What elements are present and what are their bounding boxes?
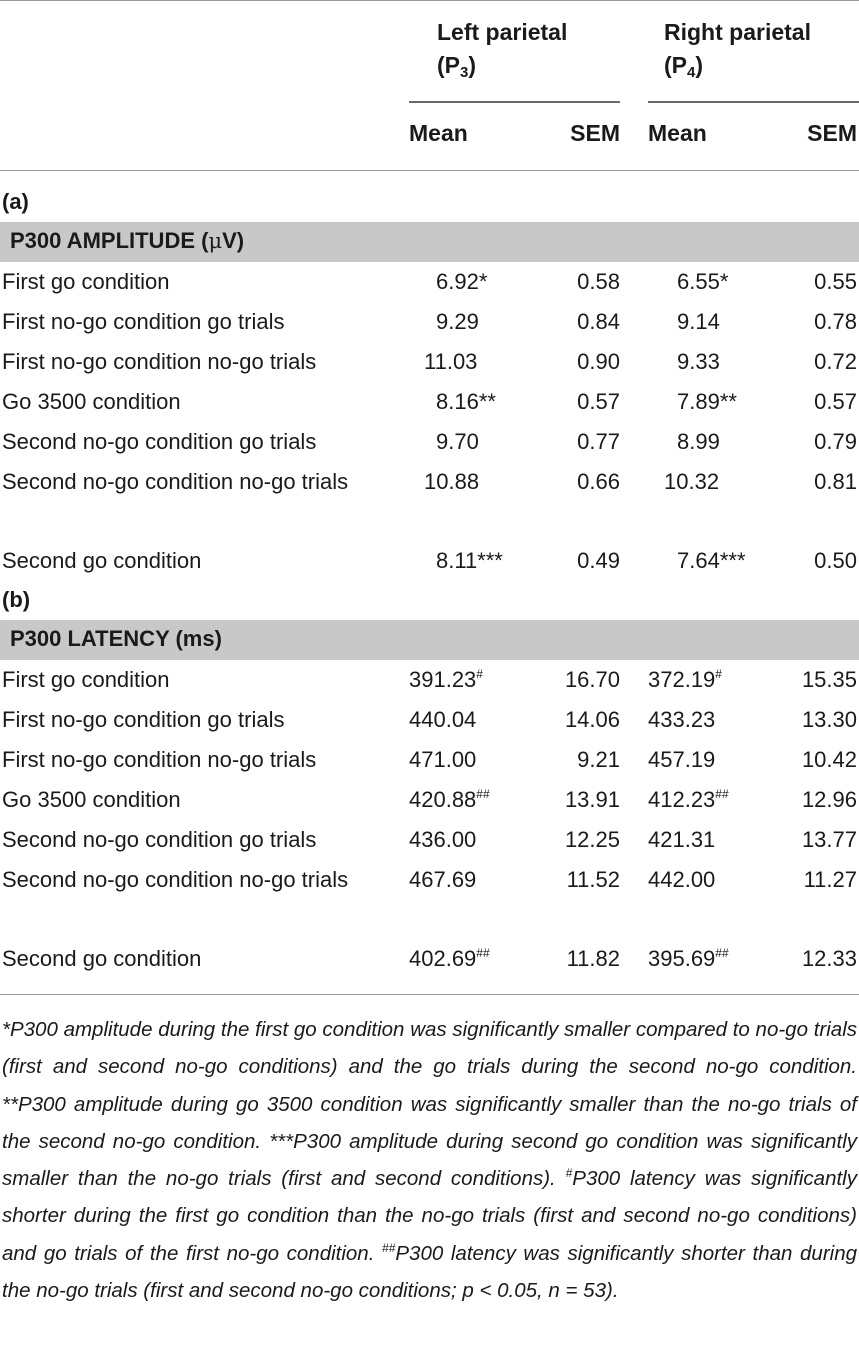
left-mean: 420.88##: [409, 787, 490, 812]
left-mean: 11.03: [424, 349, 478, 374]
col-header-left-sem: SEM: [570, 120, 620, 146]
left-mean: 8.16**: [436, 389, 496, 414]
left-mean: 402.69##: [409, 946, 490, 971]
left-sem: 0.77: [577, 429, 620, 454]
right-sem: 0.57: [814, 389, 857, 414]
row-label: Second no-go condition no-go trials: [2, 469, 349, 494]
section-b-band: [0, 620, 859, 660]
right-sem: 12.33: [801, 946, 857, 971]
left-mean: 8.11***: [436, 548, 503, 573]
left-sem: 12.25: [564, 827, 620, 852]
right-sem: 0.50: [814, 548, 857, 573]
right-parietal-header: Right parietal $(P_4)$: [664, 19, 811, 81]
left-sem: 11.82: [566, 946, 620, 971]
right-sem: 13.30: [801, 707, 857, 732]
right-mean: 9.33: [677, 349, 720, 374]
section-a-letter: (a): [2, 189, 29, 214]
right-mean: 457.19: [648, 747, 716, 772]
row-label: First go condition: [2, 269, 170, 294]
right-sem: 10.42: [801, 747, 857, 772]
left-parietal-header: Left parietal $(P_3)$: [437, 19, 568, 81]
left-mean: 6.92*: [436, 269, 488, 294]
left-mean: 10.88: [424, 469, 480, 494]
section-a-title: P300 AMPLITUDE (μV): [10, 228, 245, 253]
left-mean: 9.70: [436, 429, 479, 454]
left-mean: 436.00: [409, 827, 477, 852]
left-mean: 9.29: [436, 309, 479, 334]
section-a-band: [0, 222, 859, 262]
bottom-rule: [0, 994, 859, 995]
right-sem: 15.35: [801, 667, 857, 692]
left-parietal-rule: [409, 101, 620, 103]
left-mean: 440.04: [409, 707, 477, 732]
left-mean: 471.00: [409, 747, 477, 772]
left-sem: 0.90: [577, 349, 620, 374]
left-sem: 11.52: [566, 867, 620, 892]
right-mean: 442.00: [648, 867, 716, 892]
right-sem: 0.81: [814, 469, 857, 494]
table-footnote: *P300 amplitude during the first go condition was significantly smaller compared to no-go trials (first and second no-go conditions) and the go trials during the second no-go condition. **P300 amplitude during go 3500 condition was significantly smaller than the no-go trials of the second no-go condition. ***P300 amplitude during second go condition was significantly smaller than the no-go trials (first and second conditions). #P300 latency was significantly shorter during the first go condition than the no-go trials (first and second no-go conditions) and go trials of the first no-go condition. ##P300 latency was significantly shorter than during the no-go trials (first and second no-go conditions; p < 0.05, n = 53).: [2, 1018, 858, 1303]
top-rule: [0, 0, 859, 1]
right-sem: 11.27: [803, 867, 857, 892]
left-sem: 16.70: [564, 667, 620, 692]
right-mean: 9.14: [677, 309, 720, 334]
row-label: Second go condition: [2, 548, 202, 573]
row-label: Second no-go condition go trials: [2, 827, 317, 852]
col-header-left-mean: Mean: [409, 120, 468, 146]
section-b-letter: (b): [2, 587, 31, 612]
right-mean: 10.32: [664, 469, 720, 494]
right-sem: 13.77: [801, 827, 857, 852]
right-sem: 12.96: [801, 787, 857, 812]
right-mean: 7.64***: [677, 548, 746, 573]
left-sem: 0.66: [577, 469, 620, 494]
right-sem: 0.72: [814, 349, 857, 374]
section-b-title: P300 LATENCY (ms): [10, 626, 222, 651]
col-header-right-sem: SEM: [807, 120, 857, 146]
row-label: Go 3500 condition: [2, 787, 181, 812]
right-mean: 7.89**: [677, 389, 737, 414]
right-mean: 8.99: [677, 429, 720, 454]
left-sem: 0.58: [577, 269, 620, 294]
left-mean: 391.23#: [409, 667, 483, 692]
right-mean: 412.23##: [648, 787, 729, 812]
right-mean: 395.69##: [648, 946, 729, 971]
row-label: Second no-go condition go trials: [2, 429, 317, 454]
row-label: First no-go condition no-go trials: [2, 349, 317, 374]
row-label: First no-go condition go trials: [2, 707, 285, 732]
row-label: Second no-go condition no-go trials: [2, 867, 349, 892]
row-label: Go 3500 condition: [2, 389, 181, 414]
row-label: First no-go condition go trials: [2, 309, 285, 334]
left-sem: 9.21: [577, 747, 620, 772]
left-sem: 0.84: [577, 309, 620, 334]
left-mean: 467.69: [409, 867, 477, 892]
right-mean: 372.19#: [648, 667, 722, 692]
row-label: First no-go condition no-go trials: [2, 747, 317, 772]
right-mean: 421.31: [648, 827, 716, 852]
right-sem: 0.78: [814, 309, 857, 334]
header-rule: [0, 170, 859, 171]
row-label: Second go condition: [2, 946, 202, 971]
right-sem: 0.55: [814, 269, 857, 294]
left-sem: 14.06: [564, 707, 620, 732]
row-label: First go condition: [2, 667, 170, 692]
left-sem: 0.57: [577, 389, 620, 414]
left-sem: 0.49: [577, 548, 620, 573]
right-mean: 433.23: [648, 707, 716, 732]
right-sem: 0.79: [814, 429, 857, 454]
right-mean: 6.55*: [677, 269, 729, 294]
right-parietal-rule: [648, 101, 859, 103]
left-sem: 13.91: [564, 787, 620, 812]
col-header-right-mean: Mean: [648, 120, 707, 146]
